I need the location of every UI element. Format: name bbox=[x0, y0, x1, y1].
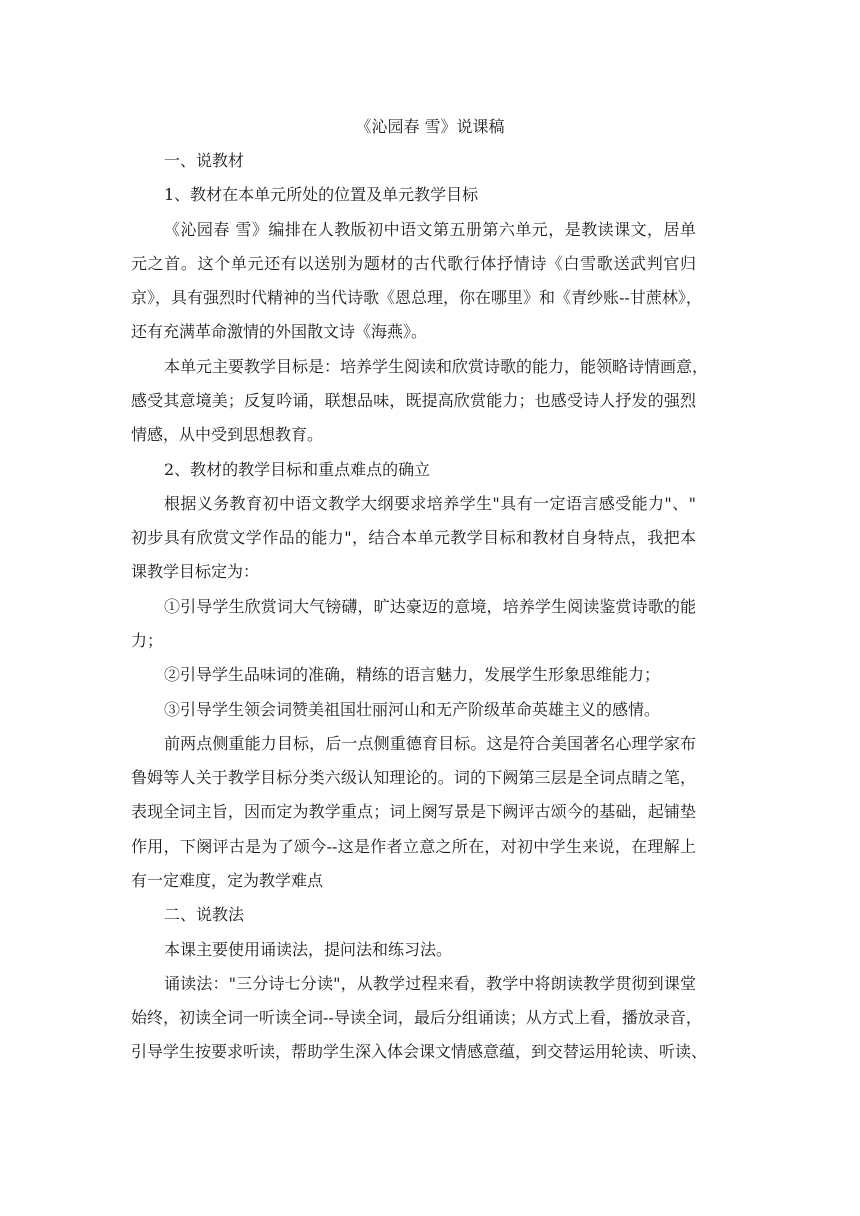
text-line: 引导学生按要求听读，帮助学生深入体会课文情感意蕴，到交替运用轮读、听读、 bbox=[131, 1042, 708, 1061]
text-line: 根据义务教育初中语文教学大纲要求培养学生"具有一定语言感受能力"、" bbox=[164, 494, 696, 513]
paragraph-methods: 本课主要使用诵读法，提问法和练习法。 bbox=[164, 940, 453, 959]
text-line: ①引导学生欣赏词大气镑礴，旷达豪迈的意境，培养学生阅读鉴赏诗歌的能 bbox=[164, 597, 696, 616]
text-line: 作用，下阕评古是为了颂今--这是作者立意之所在，对初中学生来说，在理解上 bbox=[131, 837, 696, 856]
text-line: 诵读法："三分诗七分读"，从教学过程来看，教学中将朗读教学贯彻到课堂 bbox=[164, 974, 696, 993]
text-line: 有一定难度，定为教学难点 bbox=[131, 871, 324, 890]
section-heading-method: 二、说教法 bbox=[164, 905, 245, 924]
text-line: 感受其意境美；反复吟诵，联想品味，既提高欣赏能力；也感受诗人抒发的强烈 bbox=[131, 391, 696, 410]
text-line: 课教学目标定为： bbox=[131, 562, 260, 581]
text-line: 京》，具有强烈时代精神的当代诗歌《恩总理，你在哪里》和《青纱账--甘蔗林》， bbox=[131, 288, 702, 307]
text-line: 鲁姆等人关于教学目标分类六级认知理论的。词的下阙第三层是全词点睛之笔， bbox=[131, 768, 696, 787]
goal-item-2: ②引导学生品味词的准确，精练的语言魅力，发展学生形象思维能力； bbox=[164, 665, 661, 684]
text-line: 元之首。这个单元还有以送别为题材的古代歌行体抒情诗《白雪歌送武判官归 bbox=[131, 254, 696, 273]
text-line: 始终，初读全词一听读全词--导读全词，最后分组诵读；从方式上看，播放录音， bbox=[131, 1008, 702, 1027]
text-line: 本单元主要教学目标是：培养学生阅读和欣赏诗歌的能力，能领略诗情画意， bbox=[164, 357, 709, 376]
text-line: 还有充满革命激情的外国散文诗《海燕》。 bbox=[131, 322, 428, 341]
text-line: 力； bbox=[131, 631, 164, 650]
text-line: 情感，从中受到思想教育。 bbox=[131, 425, 324, 444]
goal-item-3: ③引导学生领会词赞美祖国壮丽河山和无产阶级革命英雄主义的感情。 bbox=[164, 700, 661, 719]
text-line: 表现全词主旨，因而定为教学重点；词上阕写景是下阙评古颂今的基础，起铺垫 bbox=[131, 802, 696, 821]
subsection-heading-goals: 2、教材的教学目标和重点难点的确立 bbox=[164, 460, 431, 479]
text-line: 《沁园春 雪》编排在人教版初中语文第五册第六单元，是教读课文，居单 bbox=[164, 220, 696, 239]
section-heading-textbook: 一、说教材 bbox=[164, 151, 245, 170]
text-line: 前两点侧重能力目标，后一点侧重德育目标。这是符合美国著名心理学家布 bbox=[164, 734, 696, 753]
text-line: 初步具有欣赏文学作品的能力"，结合本单元教学目标和教材自身特点，我把本 bbox=[131, 528, 696, 547]
document-title: 《沁园春 雪》说课稿 bbox=[355, 117, 505, 136]
subsection-heading-position: 1、教材在本单元所处的位置及单元教学目标 bbox=[164, 185, 479, 204]
